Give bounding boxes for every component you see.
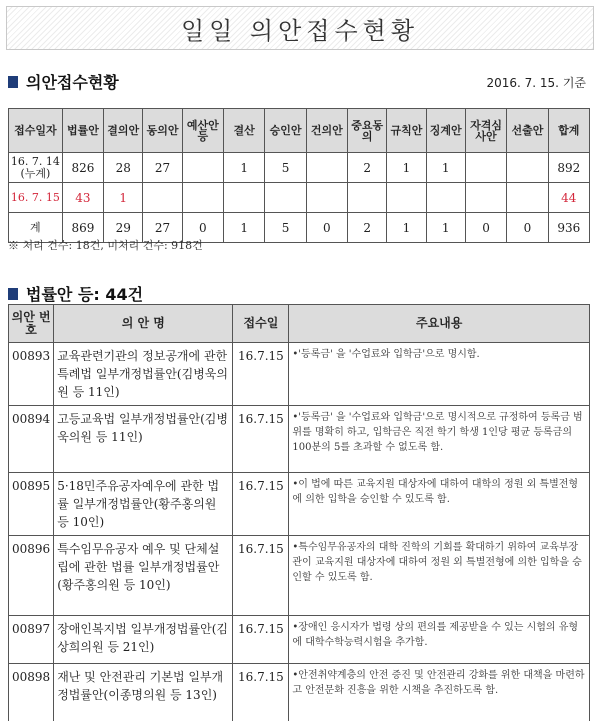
bill-summary: •특수임무유공자의 대학 진학의 기회를 확대하기 위하여 교육부장관이 교육지원 대상자에 대하여 정원 외 특별전형에 의한 입학을 승인할 수 있도록 함.: [289, 536, 590, 616]
col-header: 예산안등: [182, 109, 223, 153]
cell: [182, 183, 223, 213]
cell: 1: [104, 183, 143, 213]
bill-summary: •장애인 응시자가 법령 상의 편의를 제공받을 수 있는 시험의 유형에 대학수학능력시험을 추가함.: [289, 616, 590, 664]
cell: 29: [104, 213, 143, 243]
cell: [507, 183, 548, 213]
cell: [306, 183, 347, 213]
bill-summary: •'등록금' 을 '수업료와 입학금'으로 명시함.: [289, 343, 590, 406]
cell: [224, 183, 265, 213]
cell: [348, 183, 387, 213]
row-label: 계: [9, 213, 63, 243]
cell: 28: [104, 153, 143, 183]
cell: 892: [548, 153, 589, 183]
cell: 1: [426, 153, 465, 183]
reference-date: 2016. 7. 15. 기준: [486, 76, 586, 90]
cell: 2: [348, 153, 387, 183]
bill-number: 00895: [9, 473, 54, 536]
cell: 1: [387, 153, 426, 183]
cell: 1: [224, 213, 265, 243]
cell: [182, 153, 223, 183]
bill-summary: •안전취약계층의 안전 증진 및 안전관리 강화를 위한 대책을 마련하고 안전문화 진흥을 위한 시책을 추진하도록 함.: [289, 664, 590, 721]
col-header-content: 주요내용: [289, 305, 590, 343]
summary-heading-text: 의안접수현황: [26, 73, 119, 92]
col-header: 합계: [548, 109, 589, 153]
cell: 0: [182, 213, 223, 243]
table-row: [9, 664, 590, 721]
cell: [507, 153, 548, 183]
bill-number: 00896: [9, 536, 54, 616]
row-label: 16. 7. 14 (누계): [9, 153, 63, 183]
summary-table: [8, 108, 590, 243]
cell: 2: [348, 213, 387, 243]
cell: [306, 153, 347, 183]
bills-heading: [8, 282, 143, 305]
cell: 43: [62, 183, 103, 213]
bill-name: 고등교육법 일부개정법률안(김병욱의원 등 11인): [54, 406, 233, 473]
bill-date: 16.7.15: [233, 473, 289, 536]
cell: [387, 183, 426, 213]
table-row: [9, 473, 590, 536]
col-header: 법률안: [62, 109, 103, 153]
bill-number: 00894: [9, 406, 54, 473]
processing-note: ※ 처리 건수: 18건, 미처리 건수: 918건: [8, 239, 203, 252]
col-header: 징계안: [426, 109, 465, 153]
table-row: [9, 406, 590, 473]
cell: 27: [143, 153, 182, 183]
col-header-date: 접수일: [233, 305, 289, 343]
col-header: 동의안: [143, 109, 182, 153]
square-bullet-icon: [8, 76, 18, 88]
cell: [143, 183, 182, 213]
cell: 869: [62, 213, 103, 243]
table-row: [9, 536, 590, 616]
col-header-name: 의 안 명: [54, 305, 233, 343]
cell: [465, 153, 506, 183]
cell: 1: [387, 213, 426, 243]
col-header: 규칙안: [387, 109, 426, 153]
cell: 1: [426, 213, 465, 243]
col-header: 중요동의: [348, 109, 387, 153]
cell: 1: [224, 153, 265, 183]
bill-name: 장애인복지법 일부개정법률안(김상희의원 등 21인): [54, 616, 233, 664]
table-row: [9, 343, 590, 406]
summary-heading: [8, 70, 119, 93]
table-row: [9, 616, 590, 664]
cell: 44: [548, 183, 589, 213]
cell: [426, 183, 465, 213]
bill-summary: •이 법에 따른 교육지원 대상자에 대하여 대학의 정원 외 특별전형에 의한 입학을 승인할 수 있도록 함.: [289, 473, 590, 536]
cell: 826: [62, 153, 103, 183]
cell: 27: [143, 213, 182, 243]
cell: 936: [548, 213, 589, 243]
cell: 0: [306, 213, 347, 243]
bills-heading-text: 법률안 등: 44건: [26, 285, 144, 304]
cell: 5: [265, 213, 306, 243]
bill-date: 16.7.15: [233, 616, 289, 664]
page-title: 일일 의안접수현황: [180, 16, 420, 45]
bill-date: 16.7.15: [233, 536, 289, 616]
cell: 0: [465, 213, 506, 243]
bill-name: 교육관련기관의 정보공개에 관한 특례법 일부개정법률안(김병욱의원 등 11인): [54, 343, 233, 406]
col-header-number: 의안 번호: [9, 305, 54, 343]
col-header: 결산: [224, 109, 265, 153]
square-bullet-icon: [8, 288, 18, 300]
col-header: 선출안: [507, 109, 548, 153]
bill-number: 00898: [9, 664, 54, 721]
bill-number: 00897: [9, 616, 54, 664]
cell: 0: [507, 213, 548, 243]
cell: [265, 183, 306, 213]
col-header: 접수일자: [9, 109, 63, 153]
col-header: 건의안: [306, 109, 347, 153]
col-header: 승인안: [265, 109, 306, 153]
title-banner: [6, 6, 594, 50]
bills-header-row: [9, 305, 590, 343]
bill-date: 16.7.15: [233, 343, 289, 406]
col-header: 자격심사안: [465, 109, 506, 153]
bill-name: 재난 및 안전관리 기본법 일부개정법률안(이종명의원 등 13인): [54, 664, 233, 721]
bill-name: 5·18민주유공자예우에 관한 법률 일부개정법률안(황주홍의원 등 10인): [54, 473, 233, 536]
summary-row-cumulative: [9, 153, 590, 183]
bill-number: 00893: [9, 343, 54, 406]
bills-table: [8, 304, 590, 721]
cell: 5: [265, 153, 306, 183]
summary-header-row: [9, 109, 590, 153]
bill-date: 16.7.15: [233, 664, 289, 721]
row-label: 16. 7. 15: [9, 183, 63, 213]
bill-summary: •'등록금' 을 '수업료와 입학금'으로 명시적으로 규정하여 등록금 범위를 명확히 하고, 입학금은 직전 학기 학생 1인당 평균 등록금의 100분의 5를 초과할 수 없도록 함.: [289, 406, 590, 473]
summary-row-today: [9, 183, 590, 213]
bill-date: 16.7.15: [233, 406, 289, 473]
cell: [465, 183, 506, 213]
bill-name: 특수임무유공자 예우 및 단체설립에 관한 법률 일부개정법률안(황주홍의원 등 10인): [54, 536, 233, 616]
col-header: 결의안: [104, 109, 143, 153]
